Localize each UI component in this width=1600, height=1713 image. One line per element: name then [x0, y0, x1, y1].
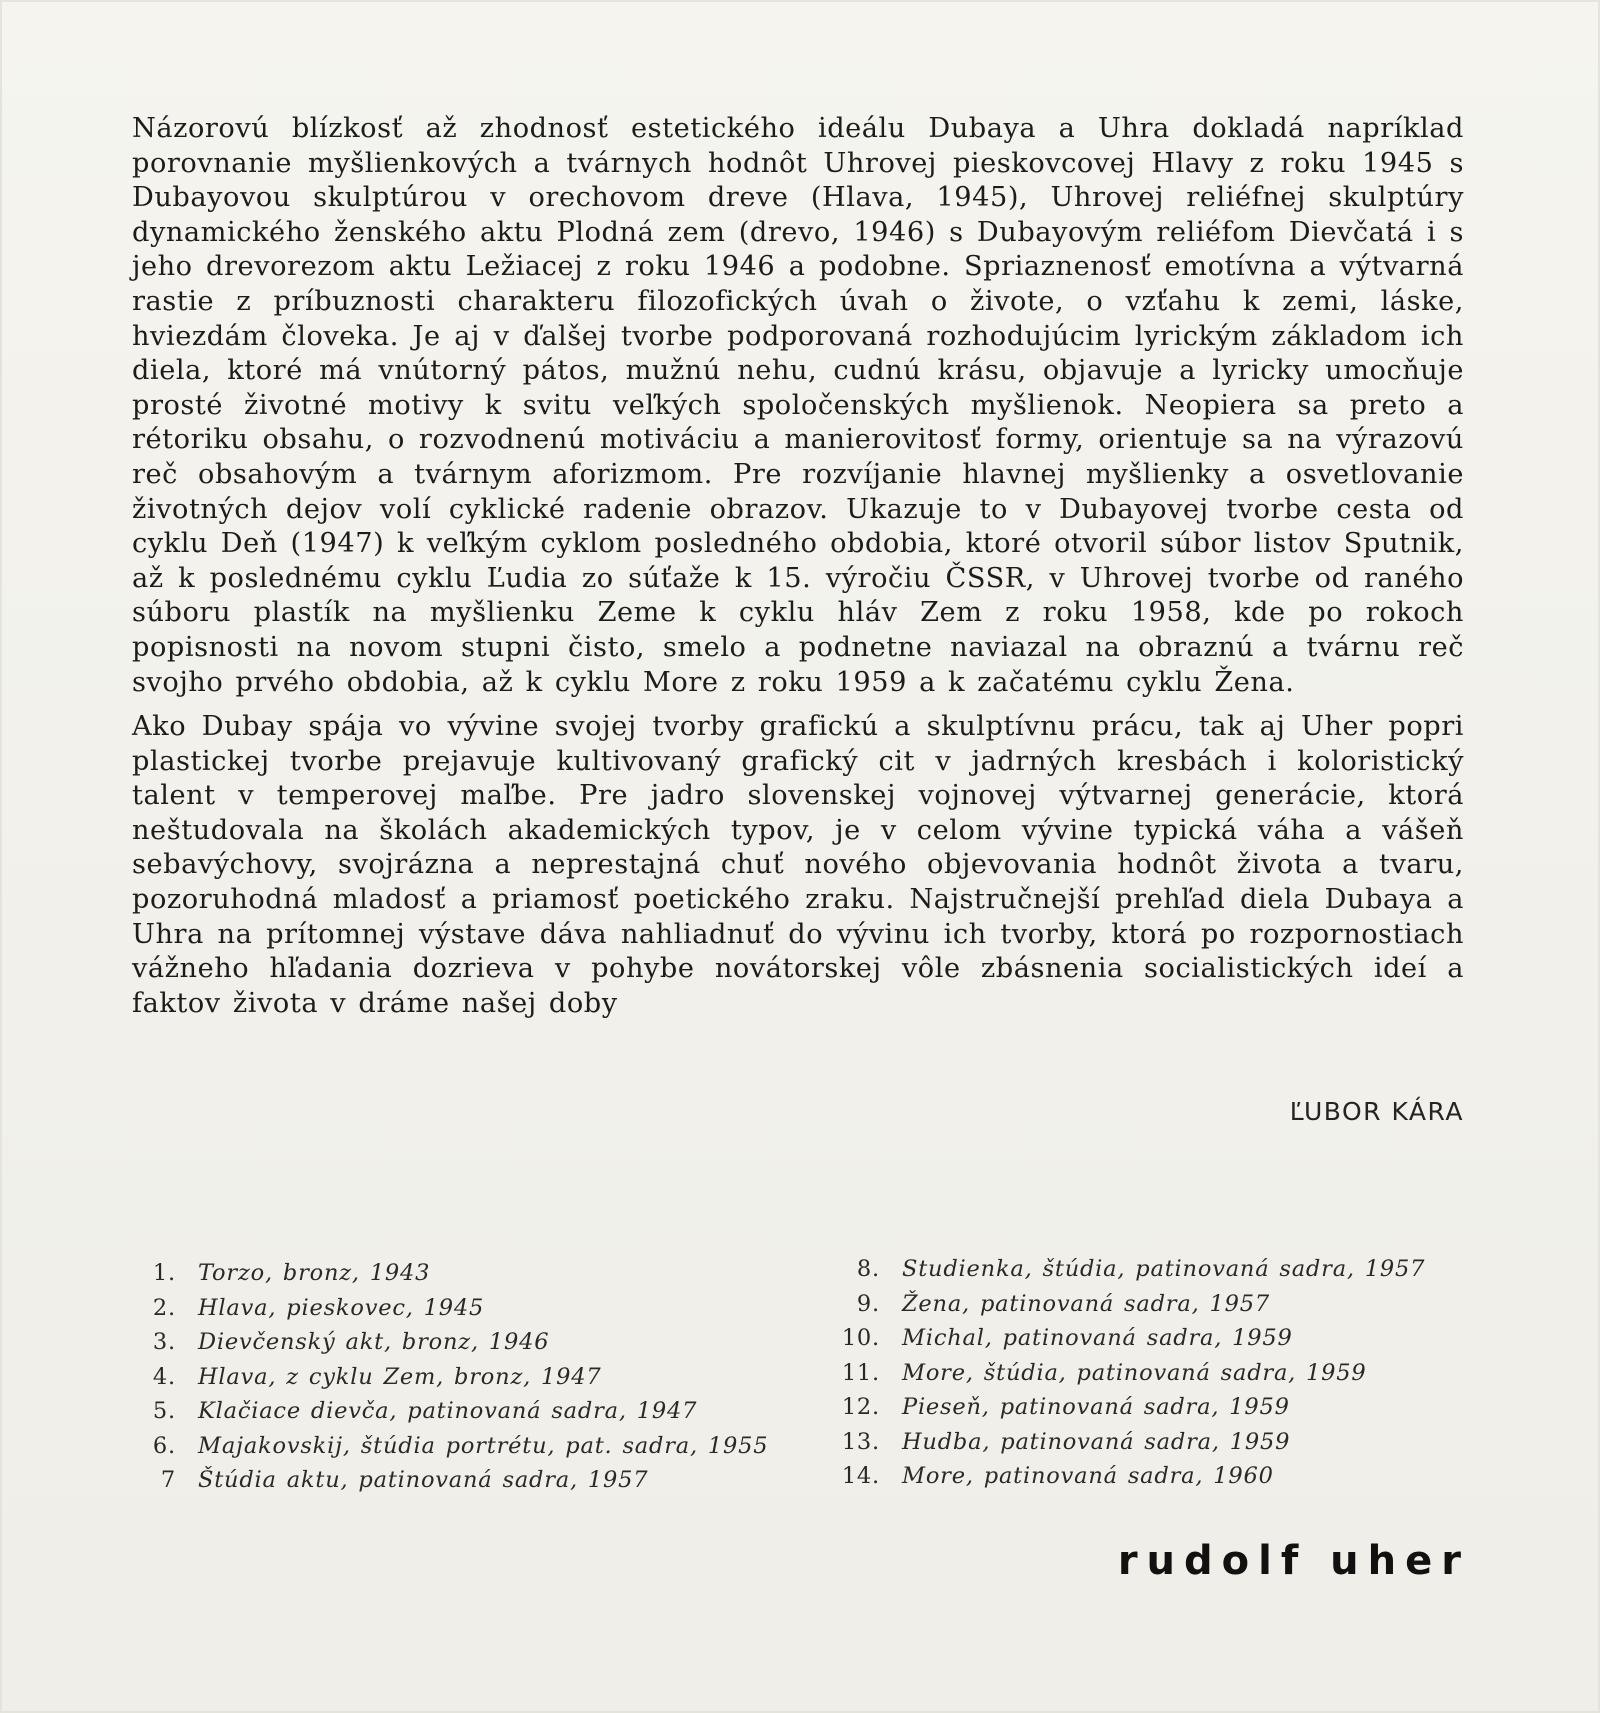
- work-item: [838, 1321, 1478, 1356]
- work-item: [150, 1394, 850, 1429]
- work-title: Majakovskij, štúdia portrétu, pat. sadra, 1955: [198, 1432, 769, 1459]
- work-number: 8.: [856, 1256, 880, 1282]
- work-number: 6.: [152, 1432, 176, 1459]
- work-number: 5.: [152, 1398, 176, 1424]
- work-title: Pieseň, patinovaná sadra, 1959: [902, 1394, 1290, 1420]
- work-title: Štúdia aktu, patinovaná sadra, 1957: [198, 1467, 649, 1493]
- work-item: [150, 1325, 850, 1360]
- work-title: Žena, patinovaná sadra, 1957: [902, 1290, 1270, 1317]
- work-item: [838, 1287, 1478, 1322]
- work-number: 3.: [152, 1329, 176, 1355]
- work-number: 14.: [841, 1463, 880, 1489]
- work-item: [150, 1256, 850, 1291]
- works-list-right: [838, 1252, 1478, 1494]
- work-title: Torzo, bronz, 1943: [198, 1260, 431, 1286]
- work-number: 12.: [841, 1394, 880, 1420]
- work-number: 13.: [841, 1428, 880, 1455]
- work-title: More, patinovaná sadra, 1960: [902, 1463, 1274, 1489]
- work-item: [150, 1291, 850, 1326]
- work-number: 4.: [152, 1363, 176, 1390]
- work-number: 10.: [841, 1325, 880, 1351]
- work-number: 9.: [856, 1290, 880, 1317]
- work-title: Studienka, štúdia, patinovaná sadra, 1957: [902, 1256, 1426, 1282]
- work-title: Hlava, pieskovec, 1945: [198, 1294, 485, 1321]
- work-item: [150, 1463, 850, 1498]
- work-item: [838, 1459, 1478, 1494]
- work-number: 1.: [152, 1260, 176, 1286]
- work-item: [838, 1425, 1478, 1460]
- essay-paragraph-1: Názorovú blízkosť až zhodnosť estetického ideálu Dubaya a Uhra dokladá napríklad porovnanie myšlienkových a tvárnych hodnôt Uhrovej pieskovcovej Hlavy z roku 1945 s Dubayovou skulptúrou v orechovom dreve (Hlava, 1945), Uhrovej reliéfnej skulptúry dynamického ženského aktu Plodná zem (drevo, 1946) s Dubayovým reliéfom Dievčatá i s jeho drevorezom aktu Ležiacej z roku 1946 a podobne. Spriaznenosť emotívna a výtvarná rastie z príbuznosti charakteru filozofických úvah o živote, o vzťahu k zemi, láske, hviezdám človeka. Je aj v ďalšej tvorbe podporovaná rozhodujúcim lyrickým základom ich diela, ktoré má vnútorný pátos, mužnú nehu, cudnú krásu, objavuje a lyricky umocňuje prosté životné motivy k svitu veľkých spoločenských myšlienok. Neopiera sa preto a rétoriku obsahu, o rozvodnenú motiváciu a manierovitosť formy, orientuje sa na výrazovú reč obsahovým a tvárnym aforizmom. Pre rozvíjanie hlavnej myšlienky a osvetlovanie životných dejov volí cyklické radenie obrazov. Ukazuje to v Dubayovej tvorbe cesta od cyklu Deň (1947) k veľkým cyklom posledného obdobia, ktoré otvoril súbor listov Sputnik, až k poslednému cyklu Ľudia zo súťaže k 15. výročiu ČSSR, v Uhrovej tvorbe od raného súboru plastík na myšlienku Zeme k cyklu hláv Zem z roku 1958, kde po rokoch popisnosti na novom stupni čisto, smelo a podnetne naviazal na obraznú a tvárnu reč svojho prvého obdobia, až k cyklu More z roku 1959 a k začatému cyklu Žena.: [132, 113, 1464, 698]
- work-number: 11.: [841, 1359, 880, 1386]
- works-list-left: [150, 1256, 850, 1498]
- work-number: 2.: [152, 1294, 176, 1321]
- work-title: Michal, patinovaná sadra, 1959: [902, 1325, 1293, 1351]
- essay-text: [132, 112, 1464, 1021]
- work-title: Dievčenský akt, bronz, 1946: [198, 1329, 550, 1355]
- essay-paragraph-2: Ako Dubay spája vo vývine svojej tvorby grafickú a skulptívnu prácu, tak aj Uher popri plastickej tvorbe prejavuje kultivovaný grafický cit v jadrných kresbách i koloristický talent v temperovej maľbe. Pre jadro slovenskej vojnovej výtvarnej generácie, ktorá neštudovala na školách akademických typov, je v celom vývine typická váha a vášeň sebavýchovy, svojrázna a neprestajná chuť nového objevovania hodnôt života a tvaru, pozoruhodná mladosť a priamosť poetického zraku. Najstručnejší prehľad diela Dubaya a Uhra na prítomnej výstave dáva nahliadnuť do vývinu ich tvorby, ktorá po rozpornostiach vážneho hľadania dozrieva v pohybe novátorskej vôle zbásnenia socialistických ideí a faktov života v dráme našej doby: [132, 711, 1464, 1019]
- work-title: Klačiace dievča, patinovaná sadra, 1947: [198, 1398, 698, 1424]
- work-item: [838, 1390, 1478, 1425]
- work-title: Hlava, z cyklu Zem, bronz, 1947: [198, 1363, 602, 1390]
- work-number: 7: [160, 1467, 176, 1493]
- artist-name-heading: rudolf uher: [1117, 1538, 1470, 1584]
- work-item: [838, 1356, 1478, 1391]
- work-title: More, štúdia, patinovaná sadra, 1959: [902, 1359, 1367, 1386]
- work-title: Hudba, patinovaná sadra, 1959: [902, 1428, 1291, 1455]
- author-signature: ĽUBOR KÁRA: [1289, 1097, 1464, 1126]
- work-item: [150, 1360, 850, 1395]
- work-item: [150, 1429, 850, 1464]
- work-item: [838, 1252, 1478, 1287]
